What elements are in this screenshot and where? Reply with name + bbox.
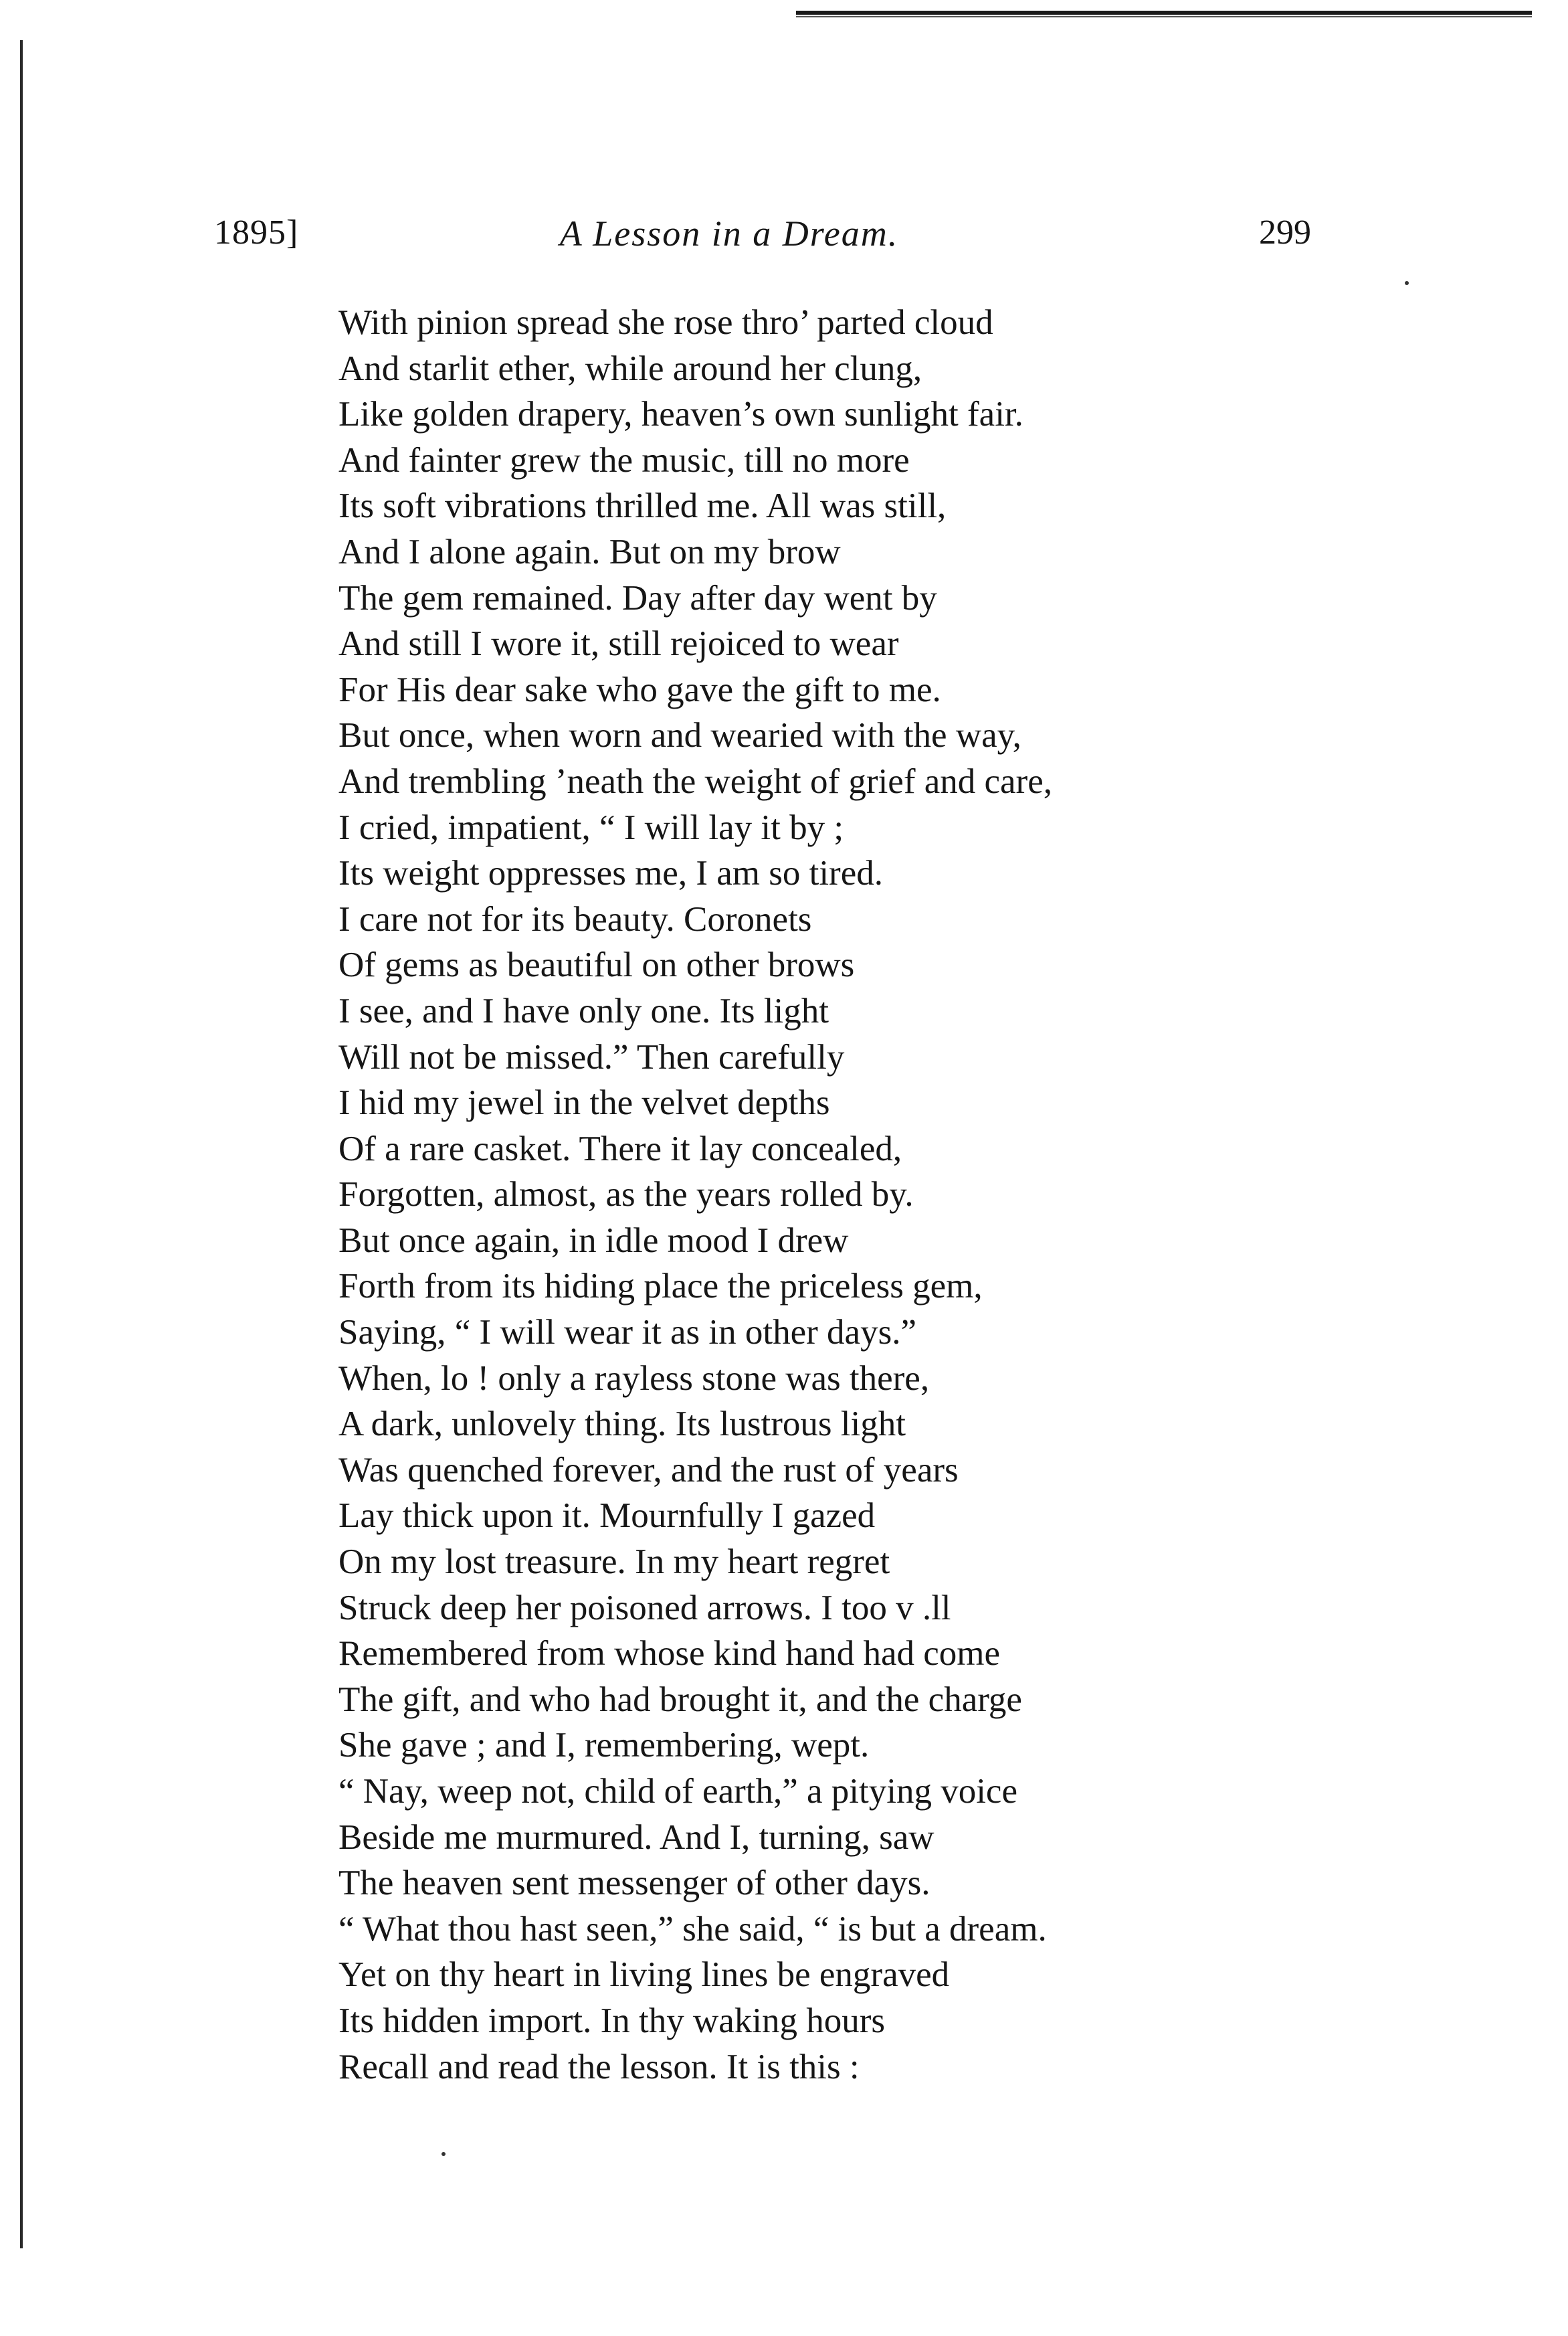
poem-line: Remembered from whose kind hand had come [338, 1634, 1001, 1674]
poem-line: Was quenched forever, and the rust of years [338, 1450, 959, 1490]
stray-mark [1405, 281, 1409, 285]
poem-line: I see, and I have only one. Its light [338, 991, 829, 1030]
scan-margin-line [20, 40, 23, 2248]
poem-line: Recall and read the lesson. It is this : [338, 2047, 860, 2086]
poem-line: I cried, impatient, “ I will lay it by ; [338, 808, 844, 847]
poem-line: “ Nay, weep not, child of earth,” a pitying voice [338, 1772, 1017, 1811]
poem-line: Lay thick upon it. Mournfully I gazed [338, 1496, 876, 1536]
poem-line: When, lo ! only a rayless stone was there, [338, 1358, 930, 1398]
poem-line: Saying, “ I will wear it as in other days.” [338, 1313, 916, 1352]
top-edge-rule-thin [796, 16, 1532, 17]
poem-line: But once, when worn and wearied with the way, [338, 716, 1021, 755]
poem-text [338, 300, 1275, 2090]
poem-line: Like golden drapery, heaven’s own sunlight fair. [338, 395, 1023, 434]
poem-line: The gem remained. Day after day went by [338, 578, 937, 618]
poem-line: With pinion spread she rose thro’ parted cloud [338, 303, 993, 342]
poem-line: The heaven sent messenger of other days. [338, 1864, 930, 1903]
poem-line: And I alone again. But on my brow [338, 532, 841, 571]
poem-line: The gift, and who had brought it, and the charge [338, 1680, 1022, 1719]
poem-line: “ What thou hast seen,” she said, “ is but a dream. [338, 1909, 1047, 1949]
poem-line: Its hidden import. In thy waking hours [338, 2001, 885, 2040]
stray-mark [442, 2152, 446, 2156]
poem-line: And trembling ’neath the weight of grief and care, [338, 761, 1052, 801]
poem-line: Its weight oppresses me, I am so tired. [338, 854, 883, 893]
poem-line: Forgotten, almost, as the years rolled by. [338, 1175, 914, 1215]
poem-line: On my lost treasure. In my heart regret [338, 1542, 890, 1582]
running-head [214, 213, 1311, 273]
running-head-title: A Lesson in a Dream. [559, 213, 899, 254]
poem-line: Struck deep her poisoned arrows. I too v .ll [338, 1588, 951, 1627]
poem-line: Yet on thy heart in living lines be engraved [338, 1955, 950, 1995]
running-head-year: 1895] [214, 213, 299, 252]
poem-line: Forth from its hiding place the priceless gem, [338, 1267, 983, 1306]
poem-line: Of gems as beautiful on other brows [338, 946, 855, 985]
poem-line: But once again, in idle mood I drew [338, 1221, 849, 1260]
top-edge-rule [796, 11, 1532, 15]
page-number: 299 [1259, 213, 1311, 252]
poem-line: Beside me murmured. And I, turning, saw [338, 1817, 935, 1857]
poem-line: And fainter grew the music, till no more [338, 440, 910, 480]
poem-line: And starlit ether, while around her clung, [338, 349, 922, 388]
poem-line: A dark, unlovely thing. Its lustrous light [338, 1405, 906, 1444]
poem-line: She gave ; and I, remembering, wept. [338, 1726, 870, 1765]
poem-line: Its soft vibrations thrilled me. All was still, [338, 486, 947, 526]
poem-line: Of a rare casket. There it lay concealed, [338, 1129, 902, 1168]
poem-line: I care not for its beauty. Coronets [338, 899, 812, 939]
poem-line: Will not be missed.” Then carefully [338, 1037, 845, 1077]
poem-line: For His dear sake who gave the gift to me. [338, 670, 941, 709]
poem-line: And still I wore it, still rejoiced to wear [338, 624, 899, 664]
poem-line: I hid my jewel in the velvet depths [338, 1083, 830, 1123]
